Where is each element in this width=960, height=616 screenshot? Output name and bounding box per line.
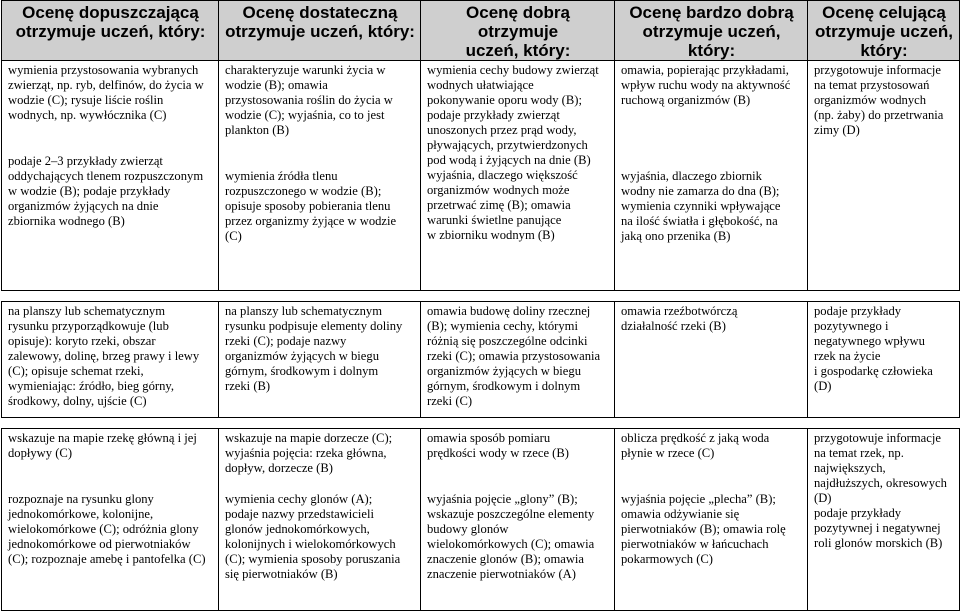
table-cell (808, 302, 960, 418)
table-cell (615, 302, 808, 418)
table-cell (615, 61, 808, 291)
table-cell (2, 429, 219, 611)
header-grade-3: Ocenę dostateczną otrzymuje uczeń, który: (219, 1, 421, 61)
cell-text: wymienia źródła tlenu rozpuszczonego w wodzie (B); opisuje sposoby pobierania tlenu przez organizmy żyjące w wodzie (C) (225, 169, 397, 243)
table-cell (421, 61, 615, 291)
table-cell (2, 61, 219, 291)
cell-text: omawia sposób pomiaru prędkości wody w rzece (B) (427, 431, 569, 460)
cell-text: wymienia cechy budowy zwierząt wodnych ułatwiające pokonywanie oporu wody (B); podaje przykłady zwierząt unoszonych przez prąd wody, pływających, przytwierdzonych pod wodą i żyjących na dnie (B) wyjaśnia, dlaczego większość organizmów wodnych może przetrwać zimę (B); omawia warunki świetlne panujące w zbiorniku wodnym (B) (427, 63, 599, 242)
cell-text: omawia rzeźbotwórczą działalność rzeki (B) (621, 304, 738, 333)
spacer-cell (2, 418, 960, 429)
cell-text: wymienia cechy glonów (A); podaje nazwy przedstawicieli glonów jednokomórkowych, kolonijnych i wielokomórkowych (C); wymienia sposoby poruszania się pierwotniaków (B) (225, 492, 401, 581)
cell-text: charakteryzuje warunki życia w wodzie (B); omawia przystosowania roślin do życia w wodzie (C); wyjaśnia, co to jest plankton (B) (225, 63, 393, 137)
grading-criteria-table (1, 0, 960, 611)
cell-text: wyjaśnia pojęcie „glony” (B); wskazuje poszczególne elementy budowy glonów wielokomórkowych (C); omawia znaczenie glonów (B); omawia znaczenie pierwotniaków (A) (427, 492, 595, 581)
table-cell (421, 429, 615, 611)
table-cell (421, 302, 615, 418)
cell-text: oblicza prędkość z jaką woda płynie w rzece (C) (621, 431, 770, 460)
table-row (2, 61, 960, 291)
cell-text: na planszy lub schematycznym rysunku przyporządkowuje (lub opisuje): koryto rzeki, obszar zalewowy, dolinę, brzeg prawy i lewy (C); opisuje schemat rzeki, wymieniając: źródło, bieg górny, środkowy, dolny, ujście (C) (8, 304, 200, 408)
table-cell (219, 61, 421, 291)
table-cell (219, 429, 421, 611)
row-spacer (2, 291, 960, 302)
cell-text: na planszy lub schematycznym rysunku podpisuje elementy doliny rzeki (C); podaje nazwy organizmów żyjących w biegu górnym, środkowym i dolnym rzeki (B) (225, 304, 403, 393)
cell-text: wskazuje na mapie dorzecze (C); wyjaśnia pojęcia: rzeka główna, dopływ, dorzecze (B) (225, 431, 393, 475)
cell-text: rozpoznaje na rysunku glony jednokomórkowe, kolonijne, wielokomórkowe (C); odróżnia glony jednokomórkowe od pierwotniaków (C); rozpoznaje amebę i pantofelka (C) (8, 492, 206, 566)
cell-text: wyjaśnia pojęcie „plecha” (B); omawia odżywianie się pierwotniaków (B); omawia rolę pierwotniaków w łańcuchach pokarmowych (C) (621, 492, 786, 566)
spacer-cell (2, 291, 960, 302)
cell-text: omawia, popierając przykładami, wpływ ruchu wody na aktywność ruchową organizmów (B) (621, 63, 791, 107)
table-cell (219, 302, 421, 418)
header-grade-6: Ocenę celującą otrzymuje uczeń, który: (808, 1, 960, 61)
cell-text: przygotowuje informacje na temat rzek, np. największych, najdłuższych, okresowych (D) (814, 431, 947, 505)
row-spacer (2, 418, 960, 429)
table-row (2, 429, 960, 611)
table-cell (808, 61, 960, 291)
header-grade-5: Ocenę bardzo dobrą otrzymuje uczeń, który: (615, 1, 808, 61)
table-cell (615, 429, 808, 611)
cell-text: podaje przykłady pozytywnego i negatywnego wpływu rzek na życie i gospodarkę człowieka (D) (814, 304, 933, 393)
cell-text: omawia budowę doliny rzecznej (B); wymienia cechy, którymi różnią się poszczególne odcinki rzeki (C); omawia przystosowania organizmów żyjących w biegu górnym, środkowym i dolnym rzeki (C) (427, 304, 601, 408)
cell-text: wymienia przystosowania wybranych zwierząt, np. ryb, delfinów, do życia w wodzie (C); rysuje liście roślin wodnych, np. wywłócznika (C) (8, 63, 204, 122)
table-cell (2, 302, 219, 418)
cell-text: podaje 2–3 przykłady zwierząt oddychających tlenem rozpuszczonym w wodzie (B); podaje przykłady organizmów żyjących na dnie zbiornika wodnego (B) (8, 154, 204, 228)
cell-text: wskazuje na mapie rzekę główną i jej dopływy (C) (8, 431, 197, 460)
table-cell (808, 429, 960, 611)
table-row (2, 302, 960, 418)
cell-text: przygotowuje informacje na temat przystosowań organizmów wodnych (np. żaby) do przetrwania zimy (D) (814, 63, 944, 137)
cell-text: podaje przykłady pozytywnej i negatywnej roli glonów morskich (B) (814, 506, 943, 550)
header-row (2, 1, 960, 61)
header-grade-4: Ocenę dobrą otrzymuje uczeń, który: (421, 1, 615, 61)
cell-text: wyjaśnia, dlaczego zbiornik wodny nie zamarza do dna (B); wymienia czynniki wpływające na ilość światła i głębokość, na jaką ono przenika (B) (621, 169, 781, 243)
header-grade-2: Ocenę dopuszczającą otrzymuje uczeń, który: (2, 1, 219, 61)
